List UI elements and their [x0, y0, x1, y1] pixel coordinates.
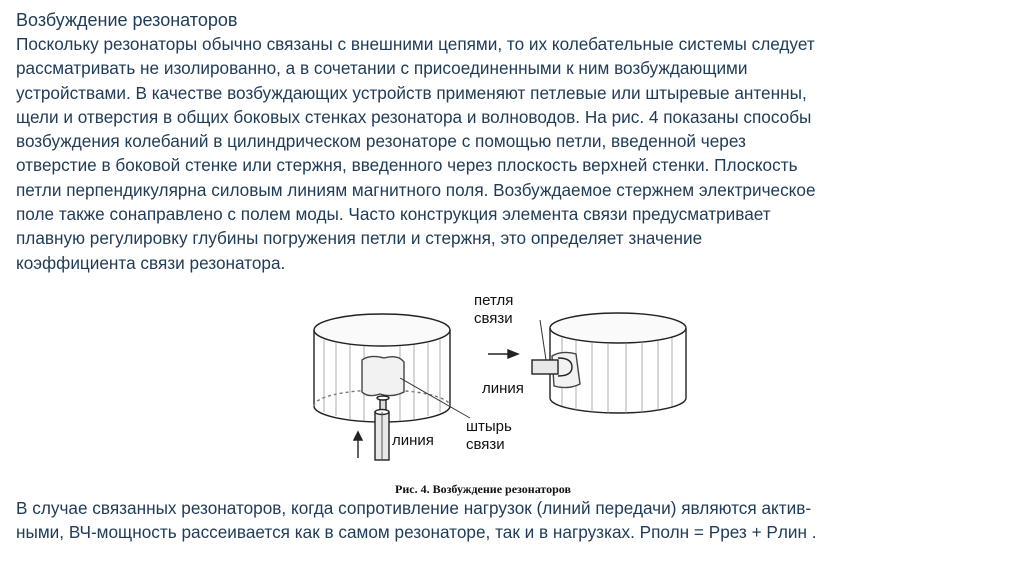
bottom-paragraph [16, 496, 1016, 545]
label-loop-line2: связи [474, 310, 513, 327]
label-line-right: линия [482, 380, 524, 397]
paragraph-line: щели и отверстия в общих боковых стенках резонатора и волноводов. На рис. 4 показаны способы [16, 106, 812, 127]
label-loop-line1: петля [474, 292, 514, 309]
label-pin-line1: штырь [466, 418, 512, 435]
label-pin-line2: связи [466, 436, 505, 453]
paragraph-line: поле также сонаправлено с полем моды. Часто конструкция элемента связи предусматривает [16, 204, 771, 225]
right-cylinder-resonator [488, 313, 686, 413]
paragraph-line: Поскольку резонаторы обычно связаны с внешними цепями, то их колебательные системы следует [16, 34, 815, 54]
resonator-figure [300, 288, 700, 488]
label-line-left: линия [392, 432, 434, 449]
slide-title: Возбуждение резонаторов [16, 10, 238, 30]
figure-caption: Рис. 4. Возбуждение резонаторов [395, 482, 571, 496]
paragraph-line: устройствами. В качестве возбуждающих устройств применяют петлевые или штыревые антенны, [16, 82, 807, 103]
bottom-line: ными, ВЧ-мощность рассеивается как в самом резонаторе, так и в нагрузках. Pполн = Pрез + Pлин . [16, 522, 817, 543]
paragraph-line: возбуждения колебаний в цилиндрическом резонаторе с помощью петли, введенной через [16, 131, 746, 152]
paragraph-line: рассматривать не изолированно, а в сочетании с присоединенными к ним возбуждающими [16, 58, 748, 79]
paragraph-line: петли перпендикулярна силовым линиям магнитного поля. Возбуждаемое стержнем электрическое [16, 179, 816, 200]
bottom-line: В случае связанных резонаторов, когда сопротивление нагрузок (линий передачи) являются актив- [16, 498, 812, 518]
paragraph-line: плавную регулировку глубины погружения петли и стержня, это определяет значение [16, 228, 703, 249]
paragraph-line: коэффициента связи резонатора. [16, 252, 286, 273]
body-paragraph [16, 32, 1016, 275]
paragraph-line: отверстие в боковой стенке или стержня, введенного через плоскость верхней стенки. Плоскость [16, 155, 798, 176]
